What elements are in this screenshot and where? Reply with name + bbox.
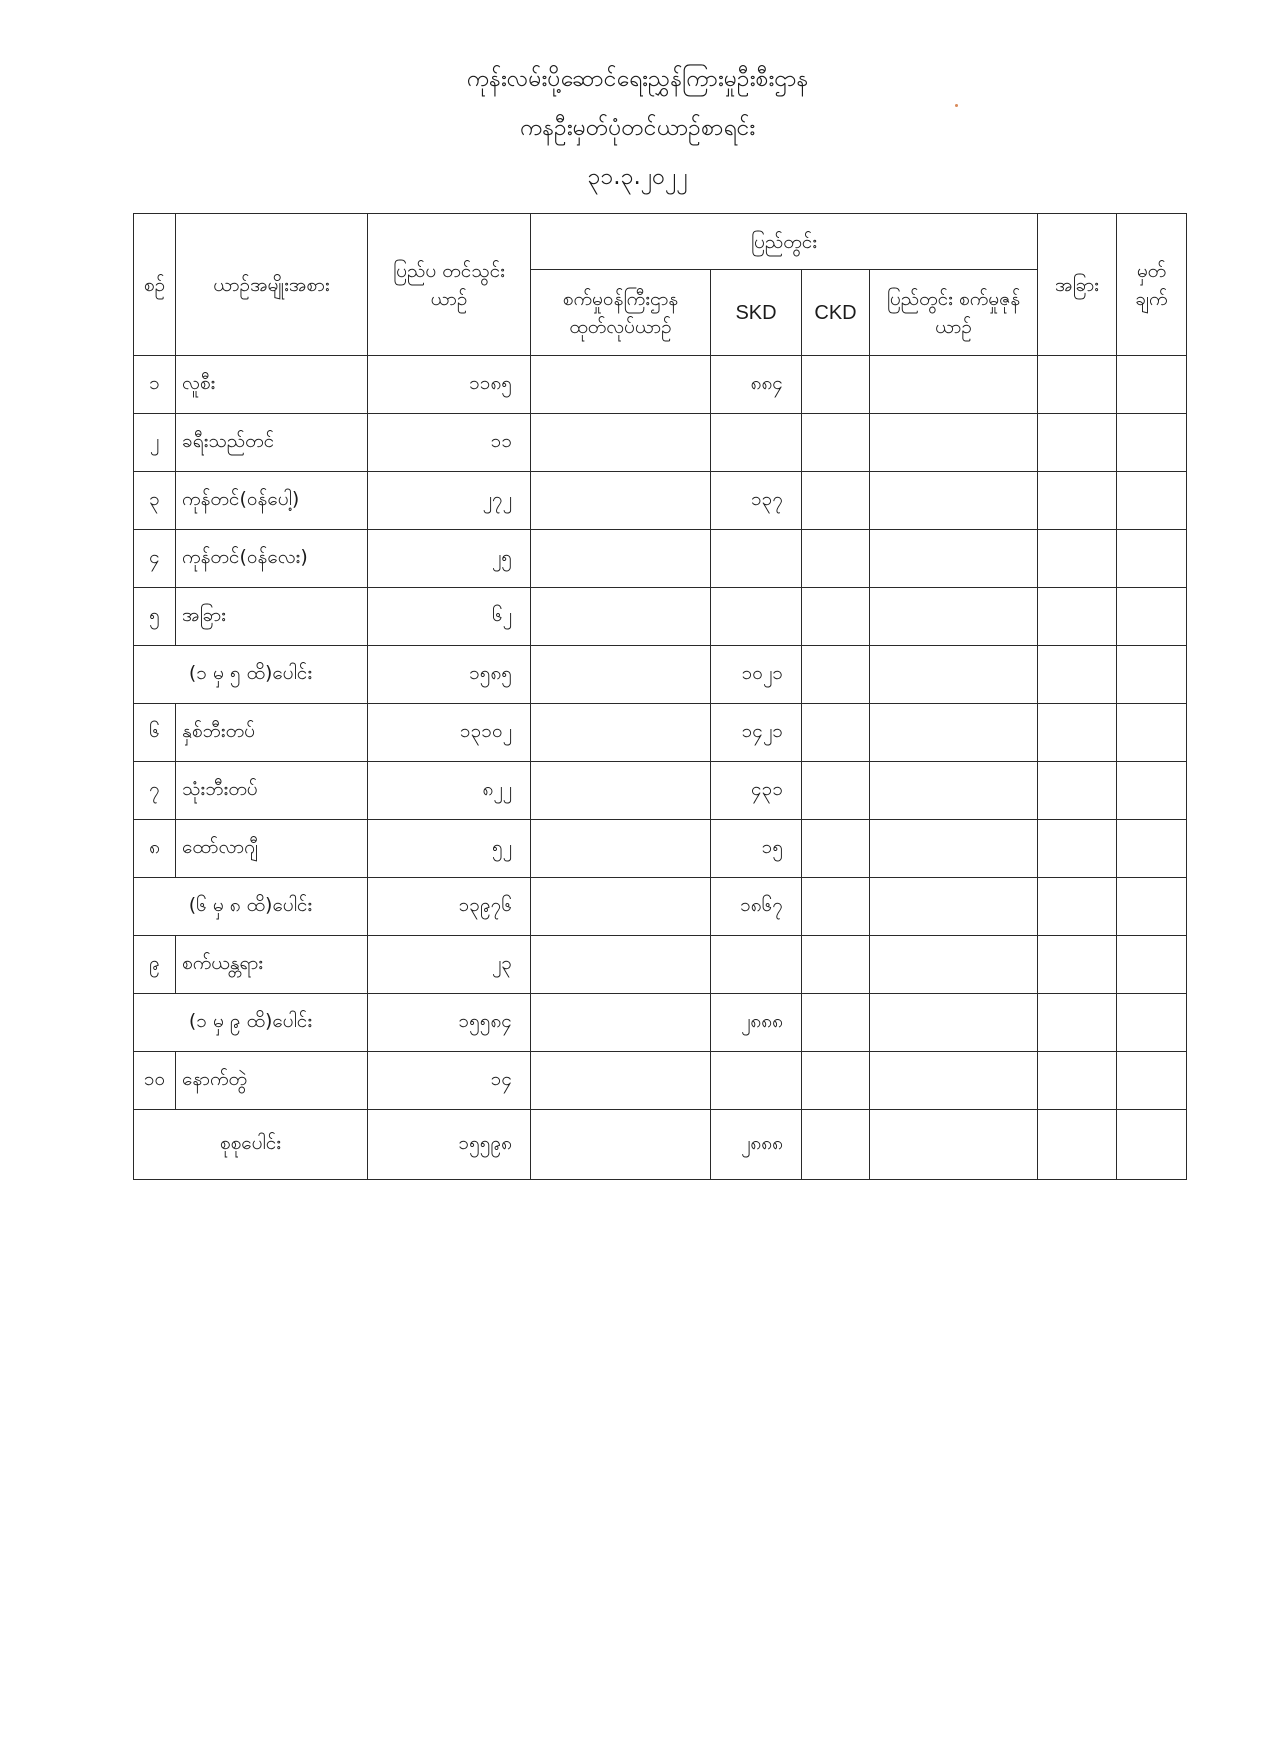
- cell-no: ၄: [134, 530, 176, 588]
- cell-vehicle-type: ကုန်တင်(ဝန်ပေါ့): [176, 472, 368, 530]
- cell-remark: [1117, 762, 1187, 820]
- header-skd: SKD: [711, 270, 802, 356]
- cell-imported: ၁၃၉၇၆: [368, 878, 531, 936]
- cell-remark: [1117, 356, 1187, 414]
- cell-industrial: [531, 414, 711, 472]
- cell-industrial: [531, 1052, 711, 1110]
- cell-ckd: [802, 704, 870, 762]
- table-row: [134, 356, 1187, 414]
- cell-industrial: [531, 472, 711, 530]
- cell-vehicle-type: စက်ယန္တရား: [176, 936, 368, 994]
- cell-local-factory: [870, 646, 1038, 704]
- document-header: [0, 55, 1275, 202]
- header-imported: ပြည်ပ တင်သွင်းယာဉ်: [368, 214, 531, 356]
- header-industrial: စက်မှုဝန်ကြီးဌာန ထုတ်လုပ်ယာဉ်: [531, 270, 711, 356]
- cell-ckd: [802, 994, 870, 1052]
- cell-local-factory: [870, 356, 1038, 414]
- cell-ckd: [802, 472, 870, 530]
- cell-other: [1038, 1052, 1117, 1110]
- cell-other: [1038, 704, 1117, 762]
- cell-total-label: စုစုပေါင်း: [134, 1110, 368, 1180]
- cell-remark: [1117, 820, 1187, 878]
- table-row: [134, 530, 1187, 588]
- cell-other: [1038, 414, 1117, 472]
- cell-no: ၁: [134, 356, 176, 414]
- cell-no: ၈: [134, 820, 176, 878]
- cell-imported: ၁၅၅၈၄: [368, 994, 531, 1052]
- cell-vehicle-type: ထော်လာဂျီ: [176, 820, 368, 878]
- cell-local-factory: [870, 414, 1038, 472]
- cell-ckd: [802, 646, 870, 704]
- cell-skd: [711, 414, 802, 472]
- cell-remark: [1117, 530, 1187, 588]
- cell-imported: ၁၁၈၅: [368, 356, 531, 414]
- cell-imported: ၂၅: [368, 530, 531, 588]
- header-ckd: CKD: [802, 270, 870, 356]
- table-body: [134, 356, 1187, 1180]
- cell-industrial: [531, 646, 711, 704]
- table-row: [134, 936, 1187, 994]
- cell-other: [1038, 356, 1117, 414]
- cell-ckd: [802, 878, 870, 936]
- cell-local-factory: [870, 1052, 1038, 1110]
- cell-local-factory: [870, 820, 1038, 878]
- header-domestic: ပြည်တွင်း: [531, 214, 1038, 270]
- cell-remark: [1117, 994, 1187, 1052]
- cell-total-imported: ၁၅၅၉၈: [368, 1110, 531, 1180]
- cell-other: [1038, 530, 1117, 588]
- cell-subtotal-label: (၁ မှ ၉ ထိ)ပေါင်း: [134, 994, 368, 1052]
- cell-skd: ၁၀၂၁: [711, 646, 802, 704]
- cell-industrial: [531, 704, 711, 762]
- cell-other: [1038, 820, 1117, 878]
- header-remark: မှတ် ချက်: [1117, 214, 1187, 356]
- cell-remark: [1117, 414, 1187, 472]
- table-row: [134, 704, 1187, 762]
- cell-ckd: [802, 588, 870, 646]
- cell-ckd: [802, 414, 870, 472]
- cell-no: ၁၀: [134, 1052, 176, 1110]
- cell-no: ၉: [134, 936, 176, 994]
- cell-remark: [1117, 936, 1187, 994]
- cell-imported: ၁၁: [368, 414, 531, 472]
- table-row: [134, 588, 1187, 646]
- registration-table: [133, 213, 1187, 1180]
- cell-no: ၆: [134, 704, 176, 762]
- cell-vehicle-type: အခြား: [176, 588, 368, 646]
- cell-total-industrial: [531, 1110, 711, 1180]
- cell-ckd: [802, 762, 870, 820]
- table-row: [134, 762, 1187, 820]
- cell-industrial: [531, 588, 711, 646]
- cell-ckd: [802, 820, 870, 878]
- table-row: [134, 1052, 1187, 1110]
- header-vehicle-type: ယာဉ်အမျိုးအစား: [176, 214, 368, 356]
- table-row: [134, 472, 1187, 530]
- cell-total-remark: [1117, 1110, 1187, 1180]
- cell-industrial: [531, 878, 711, 936]
- cell-local-factory: [870, 878, 1038, 936]
- cell-imported: ၈၂၂: [368, 762, 531, 820]
- cell-imported: ၂၇၂: [368, 472, 531, 530]
- subtotal-row: [134, 878, 1187, 936]
- cell-remark: [1117, 472, 1187, 530]
- header-other: အခြား: [1038, 214, 1117, 356]
- cell-local-factory: [870, 588, 1038, 646]
- cell-industrial: [531, 994, 711, 1052]
- subtotal-row: [134, 994, 1187, 1052]
- cell-skd: [711, 588, 802, 646]
- cell-skd: ၁၄၂၁: [711, 704, 802, 762]
- cell-skd: ၂၈၈၈: [711, 994, 802, 1052]
- cell-industrial: [531, 936, 711, 994]
- cell-vehicle-type: လူစီး: [176, 356, 368, 414]
- cell-other: [1038, 936, 1117, 994]
- cell-imported: ၁၄: [368, 1052, 531, 1110]
- cell-skd: [711, 1052, 802, 1110]
- cell-vehicle-type: ခရီးသည်တင်: [176, 414, 368, 472]
- department-title: ကုန်းလမ်းပို့ဆောင်ရေးညွှန်ကြားမှုဦးစီးဌာန: [466, 66, 809, 92]
- cell-imported: ၂၃: [368, 936, 531, 994]
- cell-subtotal-label: (၆ မှ ၈ ထိ)ပေါင်း: [134, 878, 368, 936]
- cell-remark: [1117, 646, 1187, 704]
- cell-total-ckd: [802, 1110, 870, 1180]
- cell-remark: [1117, 588, 1187, 646]
- cell-total-skd: ၂၈၈၈: [711, 1110, 802, 1180]
- cell-no: ၃: [134, 472, 176, 530]
- cell-other: [1038, 472, 1117, 530]
- cell-remark: [1117, 1052, 1187, 1110]
- cell-skd: ၁၈၆၇: [711, 878, 802, 936]
- cell-no: ၂: [134, 414, 176, 472]
- report-date: ၃၁.၃.၂၀၂၂: [587, 164, 688, 190]
- cell-subtotal-label: (၁ မှ ၅ ထိ)ပေါင်း: [134, 646, 368, 704]
- cell-other: [1038, 878, 1117, 936]
- table-row: [134, 820, 1187, 878]
- cell-local-factory: [870, 994, 1038, 1052]
- cell-industrial: [531, 530, 711, 588]
- cell-skd: [711, 530, 802, 588]
- cell-local-factory: [870, 762, 1038, 820]
- cell-skd: [711, 936, 802, 994]
- grand-total-row: [134, 1110, 1187, 1180]
- cell-ckd: [802, 530, 870, 588]
- report-title: ကနဦးမှတ်ပုံတင်ယာဉ်စာရင်း: [519, 115, 756, 141]
- cell-vehicle-type: သုံးဘီးတပ်: [176, 762, 368, 820]
- cell-local-factory: [870, 530, 1038, 588]
- cell-skd: ၄၃၁: [711, 762, 802, 820]
- cell-local-factory: [870, 472, 1038, 530]
- cell-other: [1038, 994, 1117, 1052]
- cell-vehicle-type: နှစ်ဘီးတပ်: [176, 704, 368, 762]
- cell-skd: ၈၈၄: [711, 356, 802, 414]
- cell-industrial: [531, 356, 711, 414]
- cell-industrial: [531, 820, 711, 878]
- cell-no: ၅: [134, 588, 176, 646]
- header-local-factory: ပြည်တွင်း စက်မှုဇုန်ယာဉ်: [870, 270, 1038, 356]
- cell-total-local-factory: [870, 1110, 1038, 1180]
- cell-skd: ၁၃၇: [711, 472, 802, 530]
- cell-no: ၇: [134, 762, 176, 820]
- cell-industrial: [531, 762, 711, 820]
- subtotal-row: [134, 646, 1187, 704]
- cell-ckd: [802, 1052, 870, 1110]
- cell-remark: [1117, 878, 1187, 936]
- cell-other: [1038, 588, 1117, 646]
- scan-speck: [955, 104, 958, 107]
- cell-imported: ၁၅၈၅: [368, 646, 531, 704]
- cell-total-other: [1038, 1110, 1117, 1180]
- cell-remark: [1117, 704, 1187, 762]
- header-no: စဉ်: [134, 214, 176, 356]
- cell-ckd: [802, 356, 870, 414]
- cell-other: [1038, 646, 1117, 704]
- cell-imported: ၅၂: [368, 820, 531, 878]
- cell-vehicle-type: ကုန်တင်(ဝန်လေး): [176, 530, 368, 588]
- cell-skd: ၁၅: [711, 820, 802, 878]
- cell-vehicle-type: နောက်တွဲ: [176, 1052, 368, 1110]
- cell-local-factory: [870, 936, 1038, 994]
- cell-ckd: [802, 936, 870, 994]
- cell-other: [1038, 762, 1117, 820]
- cell-local-factory: [870, 704, 1038, 762]
- cell-imported: ၆၂: [368, 588, 531, 646]
- table-row: [134, 414, 1187, 472]
- cell-imported: ၁၃၁၀၂: [368, 704, 531, 762]
